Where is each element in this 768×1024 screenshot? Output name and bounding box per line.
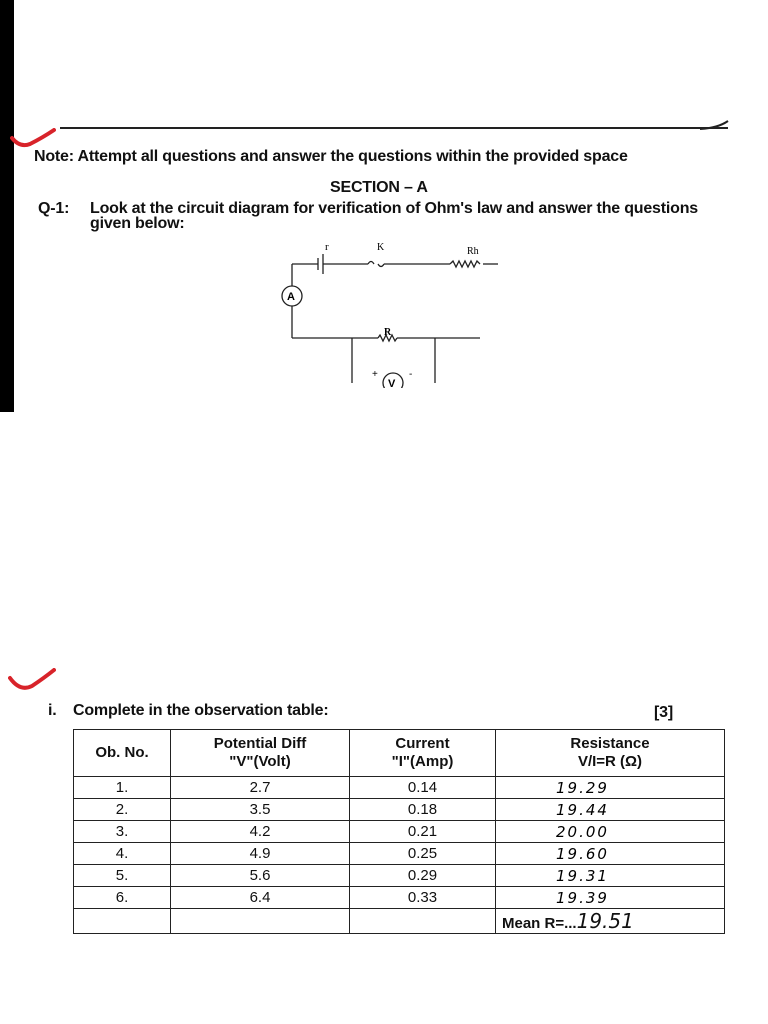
- label-k: K: [377, 242, 385, 253]
- current-cell: 0.25: [350, 843, 496, 865]
- table-row: [74, 821, 725, 843]
- question-line-1: Look at the circuit diagram for verification of Ohm's law and answer the questions: [90, 200, 698, 217]
- part-i-text: Complete in the observation table:: [73, 702, 329, 719]
- scan-edge-shadow: [0, 0, 14, 412]
- ammeter-icon: A: [287, 291, 295, 303]
- voltage-cell: 2.7: [171, 777, 350, 799]
- voltmeter-icon: V: [388, 378, 396, 388]
- mean-value: 19.51: [576, 909, 634, 933]
- header-current: Current "I"(Amp): [350, 730, 496, 777]
- header-resistance: Resistance V/I=R (Ω): [496, 730, 725, 777]
- mean-row: [74, 909, 725, 934]
- table-row: [74, 777, 725, 799]
- question-line-2: given below:: [90, 215, 185, 232]
- voltmeter-minus: -: [409, 369, 413, 380]
- empty-cell: [350, 909, 496, 934]
- current-cell: 0.18: [350, 799, 496, 821]
- resistance-cell: 19.60: [496, 843, 725, 865]
- voltage-cell: 6.4: [171, 887, 350, 909]
- section-title: SECTION – A: [330, 179, 428, 196]
- resistance-cell: 19.29: [496, 777, 725, 799]
- voltmeter-plus: +: [372, 369, 378, 380]
- circuit-diagram: [270, 238, 520, 388]
- current-cell: 0.29: [350, 865, 496, 887]
- table-row: [74, 799, 725, 821]
- table-row: [74, 887, 725, 909]
- resistance-cell: 20.00: [496, 821, 725, 843]
- voltage-cell: 4.2: [171, 821, 350, 843]
- mean-cell: [496, 909, 725, 934]
- note-text: Note: Attempt all questions and answer the questions within the provided space: [34, 148, 628, 165]
- table-row: [74, 865, 725, 887]
- resistance-cell: 19.44: [496, 799, 725, 821]
- resistance-cell: 19.31: [496, 865, 725, 887]
- label-rh: Rh: [467, 246, 479, 257]
- header-obs-no: Ob. No.: [74, 730, 171, 777]
- obs-no-cell: 2.: [74, 799, 171, 821]
- mean-label: Mean R=...: [502, 915, 577, 932]
- rule-hook: [700, 120, 730, 132]
- header-potential-diff: Potential Diff "V"(Volt): [171, 730, 350, 777]
- voltage-cell: 5.6: [171, 865, 350, 887]
- obs-no-cell: 3.: [74, 821, 171, 843]
- voltage-cell: 3.5: [171, 799, 350, 821]
- table-row: [74, 843, 725, 865]
- obs-no-cell: 4.: [74, 843, 171, 865]
- current-cell: 0.33: [350, 887, 496, 909]
- observation-table: [73, 729, 725, 934]
- red-check-mark-icon: [10, 128, 56, 150]
- obs-no-cell: 6.: [74, 887, 171, 909]
- voltage-cell: 4.9: [171, 843, 350, 865]
- obs-no-cell: 5.: [74, 865, 171, 887]
- table-header-row: [74, 730, 725, 777]
- red-check-mark-icon: [8, 668, 56, 694]
- current-cell: 0.21: [350, 821, 496, 843]
- empty-cell: [74, 909, 171, 934]
- label-resistor: R: [384, 327, 392, 338]
- empty-cell: [171, 909, 350, 934]
- part-i-label: i.: [48, 702, 57, 719]
- obs-no-cell: 1.: [74, 777, 171, 799]
- current-cell: 0.14: [350, 777, 496, 799]
- header-rule: [60, 127, 728, 129]
- marks-badge: [3]: [654, 704, 673, 721]
- label-r: r: [325, 241, 329, 253]
- question-number: Q-1:: [38, 200, 70, 217]
- resistance-cell: 19.39: [496, 887, 725, 909]
